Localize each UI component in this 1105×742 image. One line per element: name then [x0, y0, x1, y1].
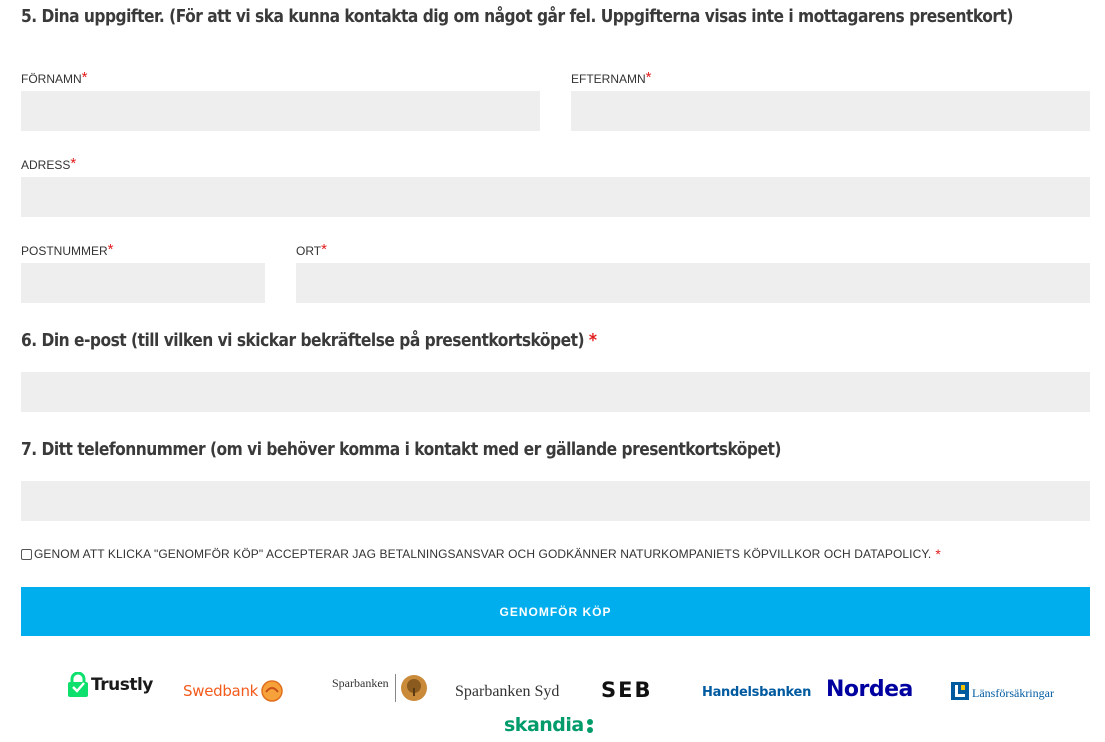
- required-mark: *: [935, 546, 941, 562]
- postcode-label: POSTNUMMER*: [21, 241, 114, 258]
- nordea-logo: Nordea: [826, 677, 913, 702]
- sparbanken-syd-logo: Sparbanken Syd: [455, 683, 560, 700]
- lastname-input[interactable]: [571, 91, 1090, 131]
- address-input[interactable]: [21, 177, 1090, 217]
- consent-text: GENOM ATT KLICKA "GENOMFÖR KÖP" ACCEPTERAR JAG BETALNINGSANSVAR OCH GODKÄNNER NATURKOMPANIETS KÖPVILLKOR OCH DATAPOLICY.: [34, 547, 932, 561]
- required-mark: *: [81, 69, 88, 86]
- consent-row[interactable]: [21, 546, 941, 562]
- section-7-heading: 7. Ditt telefonnummer (om vi behöver komma i kontakt med er gällande presentkortsköpet): [21, 439, 781, 460]
- skandia-logo: skandia: [504, 714, 594, 736]
- required-mark: *: [321, 241, 327, 258]
- section-5-heading: 5. Dina uppgifter. (För att vi ska kunna kontakta dig om något går fel. Uppgifterna visas inte i mottagarens presentkort): [21, 6, 1013, 27]
- lastname-label: EFTERNAMN*: [571, 69, 652, 86]
- skandia-dots-icon: [586, 716, 594, 734]
- lansforsakringar-shield-icon: [951, 682, 969, 700]
- address-label: ADRESS*: [21, 155, 77, 172]
- lansforsakringar-logo: Länsförsäkringar: [951, 680, 1054, 701]
- firstname-label: FÖRNAMN*: [21, 69, 88, 86]
- section-6-heading: 6. Din e-post (till vilken vi skickar bekräftelse på presentkortsköpet) *: [21, 330, 597, 351]
- consent-checkbox[interactable]: [21, 549, 32, 560]
- required-mark: *: [70, 155, 77, 172]
- required-mark: *: [107, 241, 114, 258]
- sparbanken-divider: [395, 674, 396, 702]
- required-mark: *: [588, 330, 597, 351]
- required-mark: *: [645, 69, 652, 86]
- postcode-input[interactable]: [21, 263, 265, 303]
- swedbank-logo: Swedbank: [183, 680, 283, 702]
- phone-input[interactable]: [21, 481, 1090, 521]
- firstname-input[interactable]: [21, 91, 540, 131]
- city-label: ORT*: [296, 241, 327, 258]
- trustly-logo: Trustly: [67, 672, 153, 698]
- sparbanken-oak-icon: [400, 674, 428, 702]
- email-input[interactable]: [21, 372, 1090, 412]
- swedbank-oak-icon: [261, 680, 283, 702]
- city-input[interactable]: [296, 263, 1090, 303]
- sparbanken-logo: Sparbanken: [332, 674, 428, 702]
- handelsbanken-logo: Handelsbanken: [702, 685, 812, 700]
- complete-purchase-button[interactable]: GENOMFÖR KÖP: [21, 587, 1090, 636]
- seb-logo: SEB: [601, 678, 653, 702]
- trustly-lock-icon: [67, 672, 89, 698]
